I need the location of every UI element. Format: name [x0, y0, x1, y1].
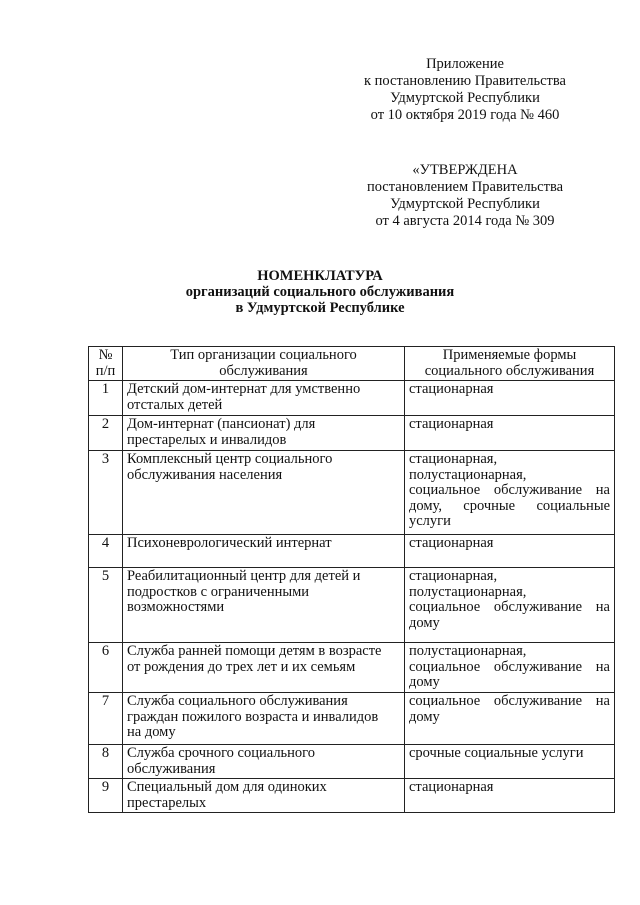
org-type-line: обслуживания населения [127, 466, 283, 483]
service-form-line: дому [409, 708, 440, 725]
table-row [89, 416, 615, 451]
approval-line: постановлением Правительства [366, 179, 564, 195]
org-type-line: Служба социального обслуживания [127, 693, 348, 709]
org-type-line: Служба срочного социального [127, 745, 316, 761]
appendix-header [330, 56, 600, 124]
org-type-cell [123, 535, 405, 568]
service-form-line: срочные социальные услуги [409, 745, 584, 761]
org-type-line: Комплексный центр социального [127, 451, 333, 467]
table-row [89, 568, 615, 643]
appendix-line: Удмуртской Республики [390, 90, 540, 106]
org-type-cell [123, 779, 405, 813]
service-form-line: социальное обслуживание на [409, 658, 610, 675]
service-form-line: услуги [409, 513, 451, 529]
table-row [89, 451, 615, 535]
service-form-line: стационарная [409, 779, 494, 795]
title-subtitle: в Удмуртской Республике [235, 300, 405, 316]
service-form-line: дому [409, 614, 440, 631]
row-number: 2 [89, 416, 123, 451]
title-subtitle: организаций социального обслуживания [185, 284, 455, 300]
service-form-line: дому [409, 674, 440, 690]
org-type-line: Специальный дом для одиноких [127, 779, 327, 795]
service-form-line: социальное обслуживание на [409, 693, 610, 709]
service-forms-cell [405, 745, 615, 779]
service-form-line: стационарная [409, 535, 494, 551]
org-type-line: подростков с ограниченными [127, 583, 310, 600]
appendix-line: от 10 октября 2019 года № 460 [370, 107, 560, 123]
table-body [89, 381, 615, 813]
title-heading: НОМЕНКЛАТУРА [257, 268, 383, 284]
org-type-cell [123, 745, 405, 779]
nomenclature-table [88, 346, 615, 813]
service-form-line: стационарная, [409, 568, 498, 584]
table-row [89, 535, 615, 568]
appendix-line: к постановлению Правительства [364, 73, 566, 89]
table-header-row [89, 347, 615, 381]
table-row [89, 381, 615, 416]
row-number: 7 [89, 693, 123, 745]
header-org-type: Тип организации социального обслуживания [123, 347, 405, 381]
org-type-line: престарелых и инвалидов [127, 431, 287, 448]
service-form-line: стационарная [409, 416, 494, 432]
org-type-line: Служба ранней помощи детям в возрасте [127, 643, 382, 659]
service-form-line: социальное обслуживание на [409, 482, 610, 498]
org-type-cell [123, 416, 405, 451]
approval-line: «УТВЕРЖДЕНА [412, 162, 518, 178]
org-type-cell [123, 451, 405, 535]
row-number: 1 [89, 381, 123, 416]
service-form-line: дому, срочные социальные [409, 497, 610, 514]
org-type-cell [123, 643, 405, 693]
org-type-line: возможностями [127, 599, 225, 615]
org-type-line: Дом-интернат (пансионат) для [127, 416, 316, 432]
approval-header [330, 162, 600, 230]
service-form-line: полустационарная, [409, 643, 527, 659]
row-number: 6 [89, 643, 123, 693]
service-form-line: стационарная [409, 381, 494, 397]
table-row [89, 779, 615, 813]
org-type-line: на дому [127, 724, 176, 740]
service-forms-cell [405, 693, 615, 745]
org-type-line: Психоневрологический интернат [127, 535, 332, 551]
service-forms-cell [405, 779, 615, 813]
org-type-line: Детский дом-интернат для умственно [127, 381, 361, 397]
org-type-line: граждан пожилого возраста и инвалидов [127, 708, 379, 725]
appendix-line: Приложение [426, 56, 504, 72]
service-form-line: стационарная, [409, 451, 498, 467]
table-row [89, 693, 615, 745]
approval-line: Удмуртской Республики [390, 196, 540, 212]
org-type-line: престарелых [127, 794, 207, 811]
approval-line: от 4 августа 2014 года № 309 [375, 213, 555, 229]
row-number: 8 [89, 745, 123, 779]
row-number: 4 [89, 535, 123, 568]
service-forms-cell [405, 535, 615, 568]
service-forms-cell [405, 568, 615, 643]
row-number: 3 [89, 451, 123, 535]
header-number: № п/п [89, 347, 123, 381]
service-form-line: полустационарная, [409, 466, 527, 483]
service-forms-cell [405, 381, 615, 416]
service-forms-cell [405, 451, 615, 535]
org-type-line: Реабилитационный центр для детей и [127, 568, 361, 584]
row-number: 5 [89, 568, 123, 643]
document-title [100, 268, 540, 316]
org-type-line: обслуживания [127, 760, 216, 777]
table-row [89, 745, 615, 779]
service-form-line: полустационарная, [409, 583, 527, 600]
org-type-cell [123, 693, 405, 745]
row-number: 9 [89, 779, 123, 813]
service-forms-cell [405, 416, 615, 451]
service-form-line: социальное обслуживание на [409, 599, 610, 615]
table-row [89, 643, 615, 693]
org-type-line: от рождения до трех лет и их семьям [127, 658, 356, 675]
header-service-forms: Применяемые формы социального обслуживания [405, 347, 615, 381]
org-type-line: отсталых детей [127, 396, 223, 413]
service-forms-cell [405, 643, 615, 693]
org-type-cell [123, 381, 405, 416]
org-type-cell [123, 568, 405, 643]
